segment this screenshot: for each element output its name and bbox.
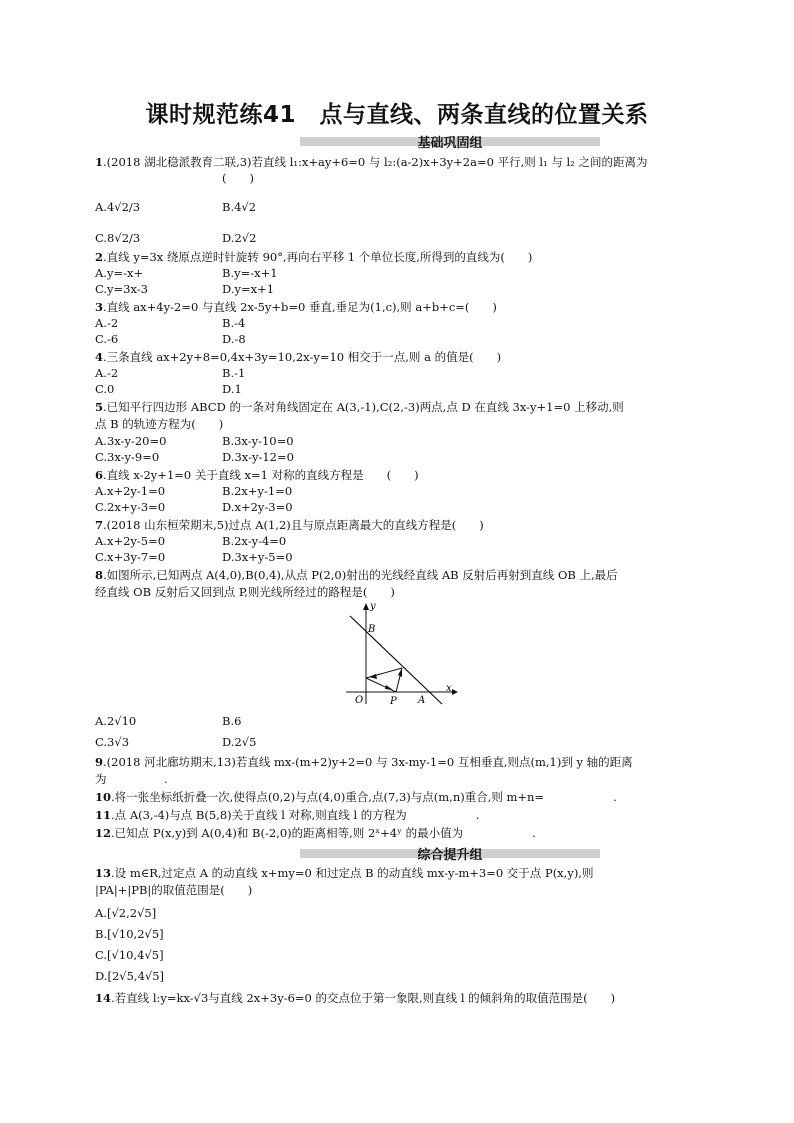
option-d: D.[2√5,4√5] bbox=[95, 969, 165, 983]
question-number: 10 bbox=[95, 790, 112, 804]
option-d: D.2√2 bbox=[222, 231, 257, 245]
option-a: A.-2 bbox=[95, 366, 119, 380]
question-number: 4 bbox=[95, 350, 104, 364]
point-a-label: A bbox=[418, 695, 426, 706]
option-a: A.3x-y-20=0 bbox=[95, 434, 167, 448]
option-c: C.y=3x-3 bbox=[95, 282, 148, 296]
origin-label: O bbox=[355, 695, 364, 706]
option-a: A.y=-x+ bbox=[95, 266, 144, 280]
option-c: C.-6 bbox=[95, 332, 119, 346]
question-3 bbox=[95, 300, 497, 314]
section-label-basic: 基础巩固组 bbox=[417, 136, 483, 151]
question-stem: .直线 x-2y+1=0 关于直线 x=1 对称的直线方程是 ( ) bbox=[103, 468, 419, 482]
option-c: C.2x+y-3=0 bbox=[95, 500, 166, 514]
light-ray-3 bbox=[366, 678, 396, 692]
question-4 bbox=[95, 350, 501, 364]
question-stem: .已知点 P(x,y)到 A(0,4)和 B(-2,0)的距离相等,则 2ˣ+4ʸ 的最小值为 . bbox=[111, 826, 536, 840]
option-b: B.-1 bbox=[222, 366, 246, 380]
question-stem: .直线 y=3x 绕原点逆时针旋转 90°,再向右平移 1 个单位长度,所得到的直线为( ) bbox=[103, 250, 533, 264]
question-number: 7 bbox=[95, 518, 104, 532]
answer-blank: ( ) bbox=[222, 171, 254, 185]
question-11 bbox=[95, 808, 479, 822]
question-stem: .(2018 河北廊坊期末,13)若直线 mx-(m+2)y+2=0 与 3x-my-1=0 互相垂直,则点(m,1)到 y 轴的距离 bbox=[103, 755, 633, 769]
question-9-cont: 为 . bbox=[95, 772, 168, 786]
option-c: C.x+3y-7=0 bbox=[95, 550, 166, 564]
section-advanced bbox=[300, 845, 600, 861]
question-number: 6 bbox=[95, 468, 104, 482]
question-stem: .如图所示,已知两点 A(4,0),B(0,4),从点 P(2,0)射出的光线经直线 AB 反射后再射到直线 OB 上,最后 bbox=[103, 568, 618, 582]
option-a: A.x+2y-1=0 bbox=[95, 484, 166, 498]
option-b: B.3x-y-10=0 bbox=[222, 434, 294, 448]
question-8 bbox=[95, 568, 618, 582]
option-b: B.2x+y-1=0 bbox=[222, 484, 293, 498]
question-6 bbox=[95, 468, 419, 482]
question-stem: .设 m∈R,过定点 A 的动直线 x+my=0 和过定点 B 的动直线 mx-y-m+3=0 交于点 P(x,y),则 bbox=[111, 866, 594, 880]
question-number: 12 bbox=[95, 826, 112, 840]
question-number: 13 bbox=[95, 866, 112, 880]
question-stem: .(2018 山东桓荣期末,5)过点 A(1,2)且与原点距离最大的直线方程是( ) bbox=[103, 518, 484, 532]
point-p-label: P bbox=[390, 696, 397, 707]
ray-arrow-icon bbox=[385, 685, 393, 690]
question-stem: .点 A(3,-4)与点 B(5,8)关于直线 l 对称,则直线 l 的方程为 . bbox=[111, 808, 480, 822]
option-b: B.2x-y-4=0 bbox=[222, 534, 287, 548]
section-basic bbox=[300, 133, 600, 149]
question-10 bbox=[95, 790, 617, 804]
question-13 bbox=[95, 866, 593, 880]
option-d: D.3x+y-5=0 bbox=[222, 550, 293, 564]
question-number: 5 bbox=[95, 400, 104, 414]
question-stem: .三条直线 ax+2y+8=0,4x+3y=10,2x-y=10 相交于一点,则 a 的值是( ) bbox=[103, 350, 502, 364]
reflection-figure bbox=[340, 600, 460, 710]
option-d: D.-8 bbox=[222, 332, 246, 346]
question-number: 14 bbox=[95, 991, 112, 1005]
question-number: 8 bbox=[95, 568, 104, 582]
option-b: B.6 bbox=[222, 714, 242, 728]
option-d: D.3x-y-12=0 bbox=[222, 450, 294, 464]
question-2 bbox=[95, 250, 532, 264]
option-b: B.-4 bbox=[222, 316, 246, 330]
question-number: 2 bbox=[95, 250, 104, 264]
option-c: C.8√2/3 bbox=[95, 231, 141, 245]
question-8-cont: 经直线 OB 反射后又回到点 P,则光线所经过的路程是( ) bbox=[95, 585, 395, 599]
question-12 bbox=[95, 826, 536, 840]
question-14 bbox=[95, 991, 615, 1005]
question-stem: .直线 ax+4y-2=0 与直线 2x-5y+b=0 垂直,垂足为(1,c),则 a+b+c=( ) bbox=[103, 300, 497, 314]
question-5 bbox=[95, 400, 624, 414]
question-number: 11 bbox=[95, 808, 112, 822]
question-9 bbox=[95, 755, 633, 769]
x-arrow-icon bbox=[452, 689, 458, 695]
ray-arrow-icon bbox=[369, 674, 377, 679]
option-a: A.x+2y-5=0 bbox=[95, 534, 166, 548]
page-title: 课时规范练41 点与直线、两条直线的位置关系 bbox=[145, 102, 649, 128]
question-stem: .将一张坐标纸折叠一次,使得点(0,2)与点(4,0)重合,点(7,3)与点(m,n)重合,则 m+n= . bbox=[111, 790, 617, 804]
option-a: A.[√2,2√5] bbox=[95, 906, 157, 920]
section-label-advanced: 综合提升组 bbox=[417, 848, 483, 863]
option-d: D.x+2y-3=0 bbox=[222, 500, 293, 514]
option-c: C.3x-y-9=0 bbox=[95, 450, 160, 464]
option-a: A.4√2/3 bbox=[95, 200, 141, 214]
x-label: x bbox=[446, 683, 452, 694]
question-number: 1 bbox=[95, 155, 104, 169]
question-number: 3 bbox=[95, 300, 104, 314]
point-b-label: B bbox=[368, 624, 376, 635]
question-number: 9 bbox=[95, 755, 104, 769]
option-a: A.2√10 bbox=[95, 714, 137, 728]
question-stem: .(2018 湖北稳派教育二联,3)若直线 l₁:x+ay+6=0 与 l₂:(a-2)x+3y+2a=0 平行,则 l₁ 与 l₂ 之间的距离为 bbox=[103, 155, 648, 169]
option-b: B.y=-x+1 bbox=[222, 266, 278, 280]
question-7 bbox=[95, 518, 484, 532]
option-d: D.1 bbox=[222, 382, 242, 396]
y-arrow-icon bbox=[363, 603, 369, 610]
option-d: D.2√5 bbox=[222, 735, 257, 749]
option-c: C.3√3 bbox=[95, 735, 130, 749]
question-stem: .已知平行四边形 ABCD 的一条对角线固定在 A(3,-1),C(2,-3)两点,点 D 在直线 3x-y+1=0 上移动,则 bbox=[103, 400, 624, 414]
option-d: D.y=x+1 bbox=[222, 282, 275, 296]
y-label: y bbox=[370, 601, 376, 612]
option-c: C.0 bbox=[95, 382, 115, 396]
option-b: B.[√10,2√5] bbox=[95, 927, 164, 941]
option-a: A.-2 bbox=[95, 316, 119, 330]
option-c: C.[√10,4√5] bbox=[95, 948, 164, 962]
question-5-cont: 点 B 的轨迹方程为( ) bbox=[95, 417, 224, 431]
option-b: B.4√2 bbox=[222, 200, 257, 214]
question-stem: .若直线 l:y=kx-√3与直线 2x+3y-6=0 的交点位于第一象限,则直线 l 的倾斜角的取值范围是( ) bbox=[111, 991, 616, 1005]
question-13-cont: |PA|+|PB|的取值范围是( ) bbox=[95, 883, 253, 897]
question-1 bbox=[95, 155, 647, 169]
